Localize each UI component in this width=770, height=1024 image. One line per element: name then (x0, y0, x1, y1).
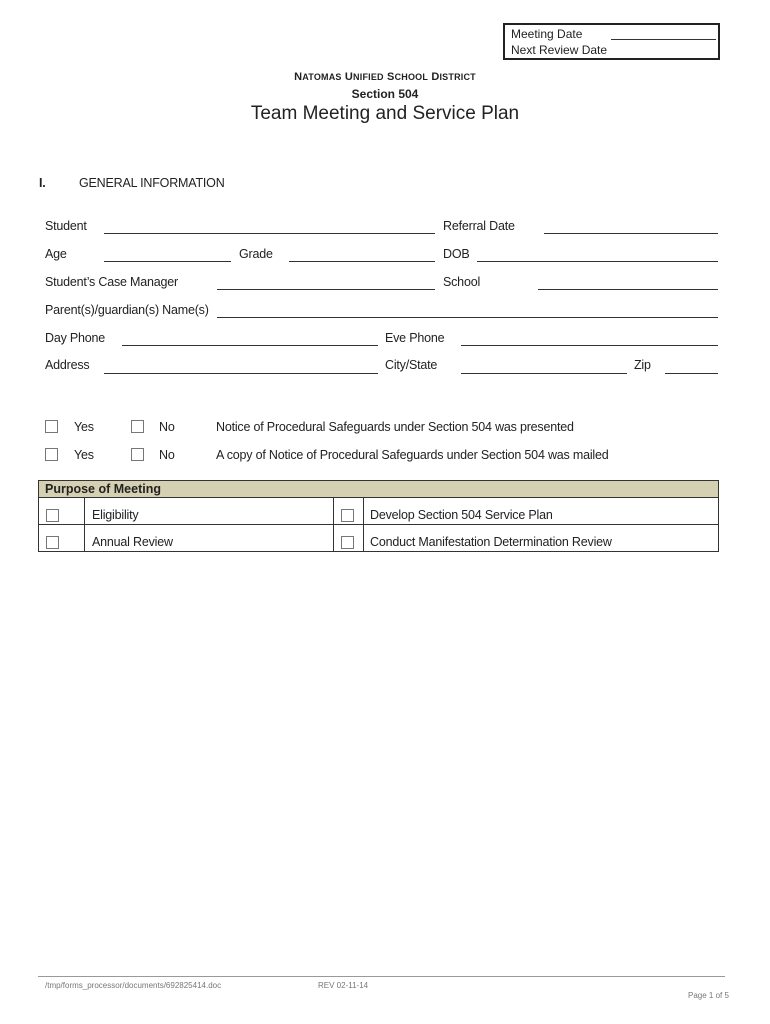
notice-mailed-no-checkbox[interactable] (131, 448, 144, 461)
student-label: Student (45, 219, 87, 233)
day-phone-field[interactable] (122, 345, 378, 346)
eve-phone-field[interactable] (461, 345, 718, 346)
grade-field[interactable] (289, 261, 435, 262)
address-label: Address (45, 358, 90, 372)
purpose-option-cell (39, 525, 334, 552)
age-field[interactable] (104, 261, 231, 262)
page-title: Team Meeting and Service Plan (250, 103, 520, 124)
parents-field[interactable] (217, 317, 718, 318)
annual-review-label: Annual Review (92, 535, 173, 549)
parents-label: Parent(s)/guardian(s) Name(s) (45, 303, 209, 317)
notice-presented-text: Notice of Procedural Safeguards under Section 504 was presented (216, 420, 574, 434)
notice-presented-no-checkbox[interactable] (131, 420, 144, 433)
purpose-of-meeting-table (38, 480, 719, 552)
district-name: NATOMAS UNIFIED SCHOOL DISTRICT (294, 71, 476, 83)
purpose-heading: Purpose of Meeting (39, 481, 719, 498)
notice-mailed-text: A copy of Notice of Procedural Safeguards under Section 504 was mailed (216, 448, 609, 462)
develop-plan-label: Develop Section 504 Service Plan (370, 508, 553, 522)
next-review-date-label: Next Review Date (511, 43, 608, 57)
notice-presented-yes-checkbox[interactable] (45, 420, 58, 433)
referral-date-field[interactable] (544, 233, 718, 234)
purpose-option-cell (334, 498, 719, 525)
section-label: Section 504 (351, 87, 419, 101)
develop-plan-checkbox[interactable] (341, 509, 354, 522)
school-label: School (443, 275, 481, 289)
case-manager-field[interactable] (217, 289, 435, 290)
manifestation-label: Conduct Manifestation Determination Review (370, 535, 612, 549)
section-number: I. (39, 176, 46, 190)
footer-divider (38, 976, 725, 977)
grade-label: Grade (239, 247, 273, 261)
notice-mailed-yes-label: Yes (74, 448, 94, 462)
eligibility-checkbox[interactable] (46, 509, 59, 522)
notice-mailed-no-label: No (159, 448, 175, 462)
zip-label: Zip (634, 358, 651, 372)
age-label: Age (45, 247, 67, 261)
annual-review-checkbox[interactable] (46, 536, 59, 549)
day-phone-label: Day Phone (45, 331, 106, 345)
school-field[interactable] (538, 289, 718, 290)
meeting-date-label: Meeting Date (511, 27, 583, 41)
footer-path: /tmp/forms_processor/documents/692825414.doc (45, 981, 222, 990)
dob-field[interactable] (477, 261, 718, 262)
notice-mailed-yes-checkbox[interactable] (45, 448, 58, 461)
eve-phone-label: Eve Phone (385, 331, 445, 345)
purpose-option-cell (334, 525, 719, 552)
footer-revision: REV 02-11-14 (318, 981, 369, 990)
meeting-date-field[interactable] (611, 39, 716, 40)
section-heading: GENERAL INFORMATION (79, 176, 225, 190)
meeting-date-box (503, 23, 720, 60)
eligibility-label: Eligibility (92, 508, 139, 522)
referral-date-label: Referral Date (443, 219, 515, 233)
dob-label: DOB (443, 247, 470, 261)
case-manager-label: Student’s Case Manager (45, 275, 178, 289)
purpose-option-cell (39, 498, 334, 525)
address-field[interactable] (104, 373, 378, 374)
city-state-field[interactable] (461, 373, 627, 374)
footer-page-number: Page 1 of 5 (688, 991, 729, 1000)
manifestation-checkbox[interactable] (341, 536, 354, 549)
notice-presented-yes-label: Yes (74, 420, 94, 434)
city-state-label: City/State (385, 358, 438, 372)
notice-presented-no-label: No (159, 420, 175, 434)
student-field[interactable] (104, 233, 435, 234)
zip-field[interactable] (665, 373, 718, 374)
